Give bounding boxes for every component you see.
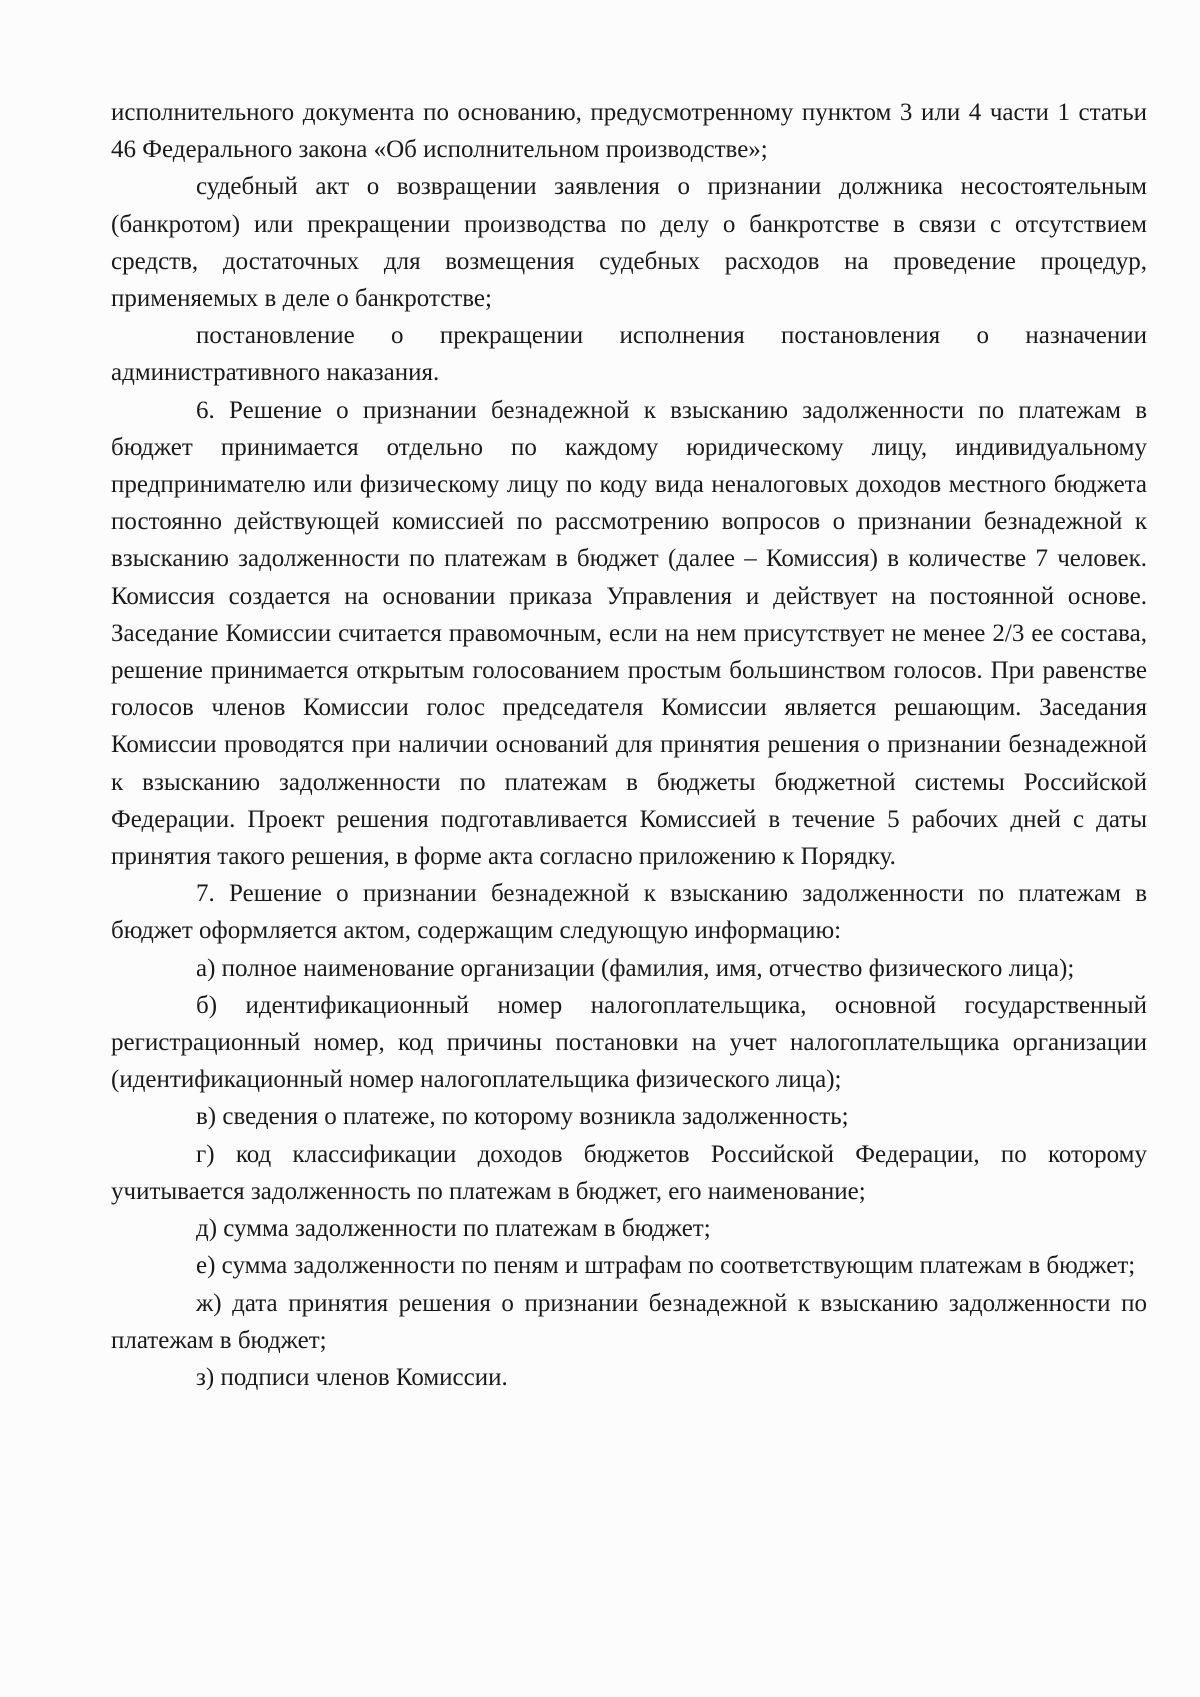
list-item-zh: ж) дата принятия решения о признании безнадежной к взысканию задолженности по платежам в бюджет; (111, 1289, 1147, 1354)
list-item-a: а) полное наименование организации (фамилия, имя, отчество физического лица); (196, 954, 1075, 982)
paragraph-court-act: судебный акт о возвращении заявления о признании должника несостоятельным (банкротом) или прекращении производства по делу о банкротстве в связи с отсутствием средств, достаточных для возмещения судебных расходов на проведение процедур, применяемых в деле о банкротстве; (111, 173, 1147, 313)
list-item-e: е) сумма задолженности по пеням и штрафам по соответствующим платежам в бюджет; (196, 1252, 1136, 1280)
paragraph-continuation: исполнительного документа по основанию, предусмотренному пунктом 3 или 4 части 1 статьи 46 Федерального закона «Об исполнительном производстве»; (111, 99, 1147, 164)
list-item-d: д) сумма задолженности по платежам в бюджет; (196, 1215, 711, 1243)
list-item-b: б) идентификационный номер налогоплательщика, основной государственный регистрационный номер, код причины постановки на учет налогоплательщика организации (идентификационный номер налогоплательщика физического лица); (111, 991, 1147, 1094)
document-body (111, 94, 1147, 1396)
list-item-g: г) код классификации доходов бюджетов Российской Федерации, по которому учитывается задолженность по платежам в бюджет, его наименование; (111, 1140, 1147, 1205)
list-item-z: з) подписи членов Комиссии. (196, 1363, 508, 1391)
paragraph-section-6: 6. Решение о признании безнадежной к взысканию задолженности по платежам в бюджет принимается отдельно по каждому юридическому лицу, индивидуальному предпринимателю или физическому лицу по коду вида неналоговых доходов местного бюджета постоянно действующей комиссией по рассмотрению вопросов о признании безнадежной к взысканию задолженности по платежам в бюджет (далее – Комиссия) в количестве 7 человек. Комиссия создается на основании приказа Управления и действует на постоянной основе. Заседание Комиссии считается правомочным, если на нем присутствует не менее 2/3 ее состава, решение принимается открытым голосованием простым большинством голосов. При равенстве голосов членов Комиссии голос председателя Комиссии является решающим. Заседания Комиссии проводятся при наличии оснований для принятия решения о признании безнадежной к взысканию задолженности по платежам в бюджеты бюджетной системы Российской Федерации. Проект решения подготавливается Комиссией в течение 5 рабочих дней с даты принятия такого решения, в форме акта согласно приложению к Порядку. (111, 396, 1147, 871)
paragraph-section-7: 7. Решение о признании безнадежной к взысканию задолженности по платежам в бюджет оформляется актом, содержащим следующую информацию: (111, 880, 1147, 945)
list-item-v: в) сведения о платеже, по которому возникла задолженность; (196, 1103, 849, 1131)
paragraph-resolution: постановление о прекращении исполнения постановления о назначении административного наказания. (111, 322, 1147, 387)
